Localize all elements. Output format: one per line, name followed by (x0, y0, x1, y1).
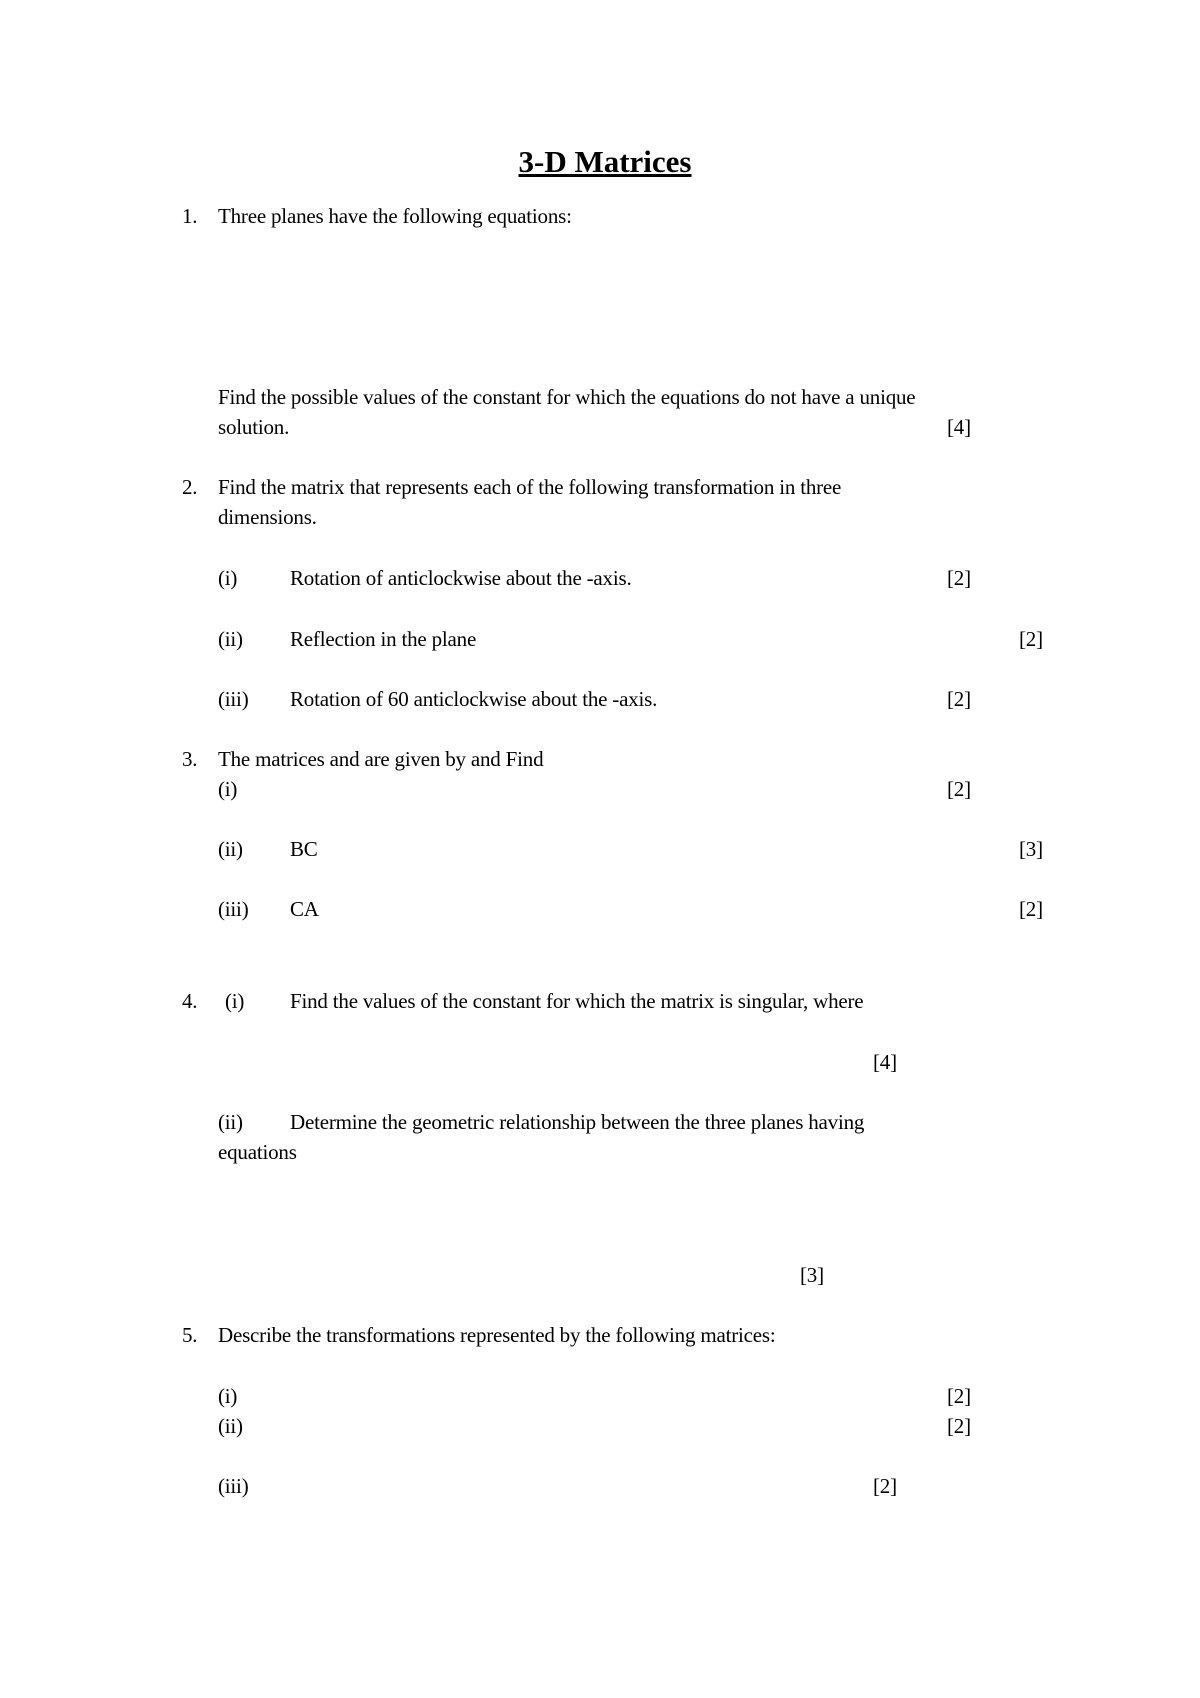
q2-question-line1: Find the matrix that represents each of the following transformation in three (218, 475, 842, 499)
q2-part-text: Reflection in the plane (290, 627, 477, 651)
q1-question-line2: solution. (218, 415, 290, 439)
q3-part-label: (ii) (218, 837, 243, 861)
q2-part-marks: [2] (947, 566, 971, 590)
q4-part1-label: (i) (225, 989, 245, 1013)
q4-part2-line2: equations (218, 1140, 297, 1164)
q4-number: 4. (182, 989, 198, 1013)
q2-part-marks: [2] (1019, 627, 1043, 651)
q3-intro: The matrices and are given by and Find (218, 747, 544, 771)
q3-part-marks: [2] (1019, 897, 1043, 921)
q5-part-marks: [2] (873, 1474, 897, 1498)
q2-part-text: Rotation of 60 anticlockwise about the -axis. (290, 687, 658, 711)
q4-part2-label: (ii) (218, 1110, 243, 1134)
q2-number: 2. (182, 475, 198, 499)
q5-part-label: (i) (218, 1384, 238, 1408)
q3-number: 3. (182, 747, 198, 771)
q5-part-marks: [2] (947, 1384, 971, 1408)
q1-marks: [4] (947, 415, 971, 439)
q1-question-line1: Find the possible values of the constant for which the equations do not have a unique (218, 385, 916, 409)
q5-number: 5. (182, 1323, 198, 1347)
q4-part2-text: Determine the geometric relationship between the three planes having (290, 1110, 865, 1134)
q4-part1-marks: [4] (873, 1050, 897, 1074)
q2-part-label: (iii) (218, 687, 249, 711)
q5-part-label: (iii) (218, 1474, 249, 1498)
q4-part2-marks: [3] (800, 1263, 824, 1287)
q1-intro: Three planes have the following equations: (218, 204, 572, 228)
q2-part-label: (ii) (218, 627, 243, 651)
q3-part-label: (iii) (218, 897, 249, 921)
page-title: 3-D Matrices (518, 144, 692, 179)
q3-part-label: (i) (218, 777, 238, 801)
q2-question-line2: dimensions. (218, 505, 317, 529)
q5-intro: Describe the transformations represented by the following matrices: (218, 1323, 776, 1347)
q3-part-marks: [3] (1019, 837, 1043, 861)
q2-part-marks: [2] (947, 687, 971, 711)
q5-part-label: (ii) (218, 1414, 243, 1438)
q2-part-text: Rotation of anticlockwise about the -axis. (290, 566, 632, 590)
q3-part-marks: [2] (947, 777, 971, 801)
q5-part-marks: [2] (947, 1414, 971, 1438)
q1-number: 1. (182, 204, 198, 228)
q3-part-text: CA (290, 897, 319, 921)
q4-part1-text: Find the values of the constant for which the matrix is singular, where (290, 989, 864, 1013)
q3-part-text: BC (290, 837, 318, 861)
q2-part-label: (i) (218, 566, 238, 590)
